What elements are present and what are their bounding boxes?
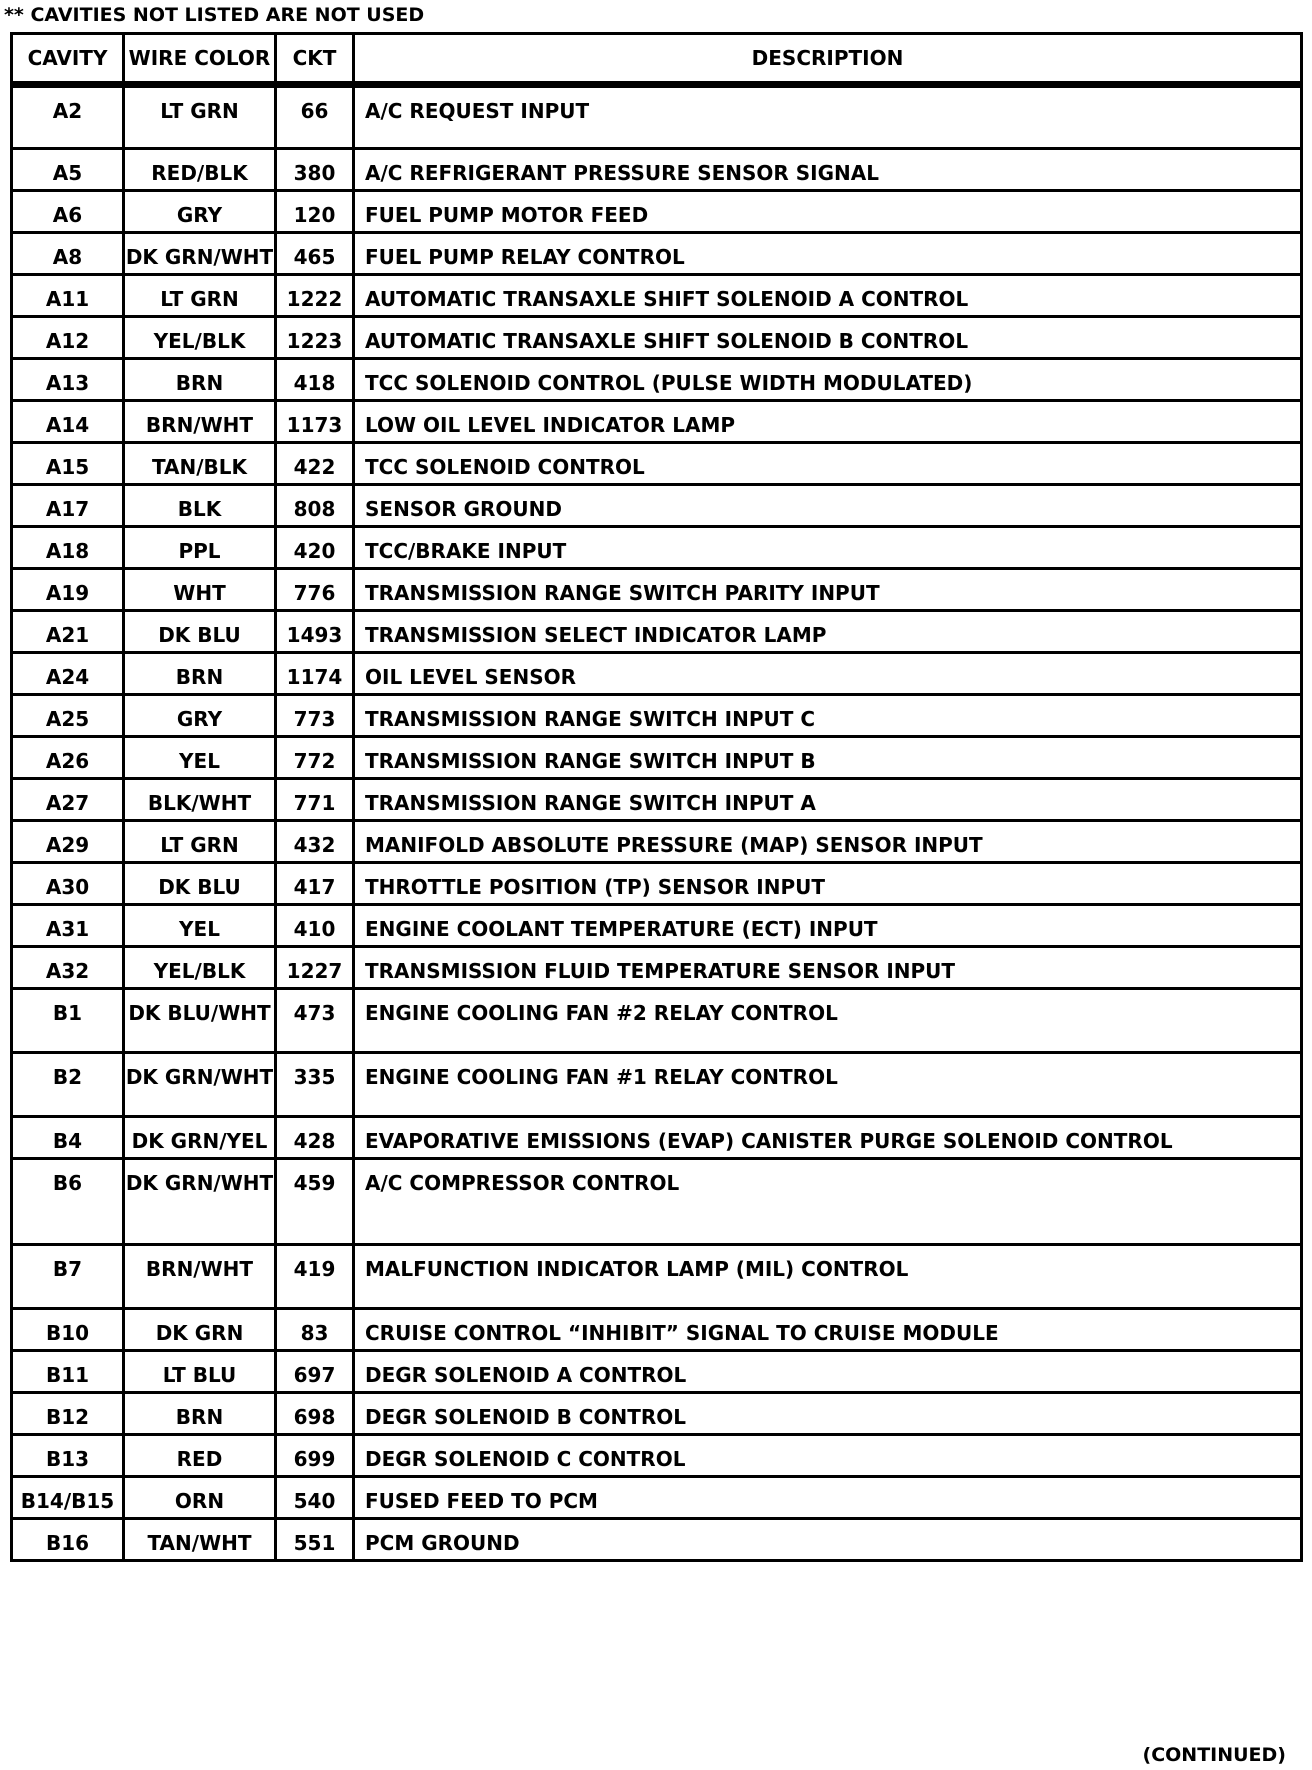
cavity-cell: A2 bbox=[12, 85, 124, 149]
wire-color-cell: PPL bbox=[124, 527, 276, 569]
wire-color-cell: BLK bbox=[124, 485, 276, 527]
table-row bbox=[12, 443, 1302, 485]
cavity-cell: A29 bbox=[12, 821, 124, 863]
description-cell: TCC/BRAKE INPUT bbox=[354, 527, 1302, 569]
ckt-cell: 1174 bbox=[276, 653, 354, 695]
wire-color-cell: BRN bbox=[124, 1393, 276, 1435]
cavity-cell: B13 bbox=[12, 1435, 124, 1477]
wire-color-cell: WHT bbox=[124, 569, 276, 611]
wire-color-cell: ORN bbox=[124, 1477, 276, 1519]
ckt-cell: 773 bbox=[276, 695, 354, 737]
wire-color-cell: TAN/BLK bbox=[124, 443, 276, 485]
cavity-cell: A5 bbox=[12, 149, 124, 191]
cavity-cell: B14/B15 bbox=[12, 1477, 124, 1519]
wire-color-cell: DK GRN/WHT bbox=[124, 1159, 276, 1245]
description-cell: FUEL PUMP MOTOR FEED bbox=[354, 191, 1302, 233]
ckt-cell: 428 bbox=[276, 1117, 354, 1159]
ckt-cell: 66 bbox=[276, 85, 354, 149]
description-cell: DEGR SOLENOID B CONTROL bbox=[354, 1393, 1302, 1435]
ckt-cell: 771 bbox=[276, 779, 354, 821]
table-row bbox=[12, 863, 1302, 905]
ckt-cell: 1173 bbox=[276, 401, 354, 443]
wire-color-cell: BRN bbox=[124, 653, 276, 695]
ckt-cell: 1223 bbox=[276, 317, 354, 359]
table-row bbox=[12, 1519, 1302, 1561]
description-cell: MALFUNCTION INDICATOR LAMP (MIL) CONTROL bbox=[354, 1245, 1302, 1309]
description-cell: FUSED FEED TO PCM bbox=[354, 1477, 1302, 1519]
table-row bbox=[12, 1477, 1302, 1519]
wire-color-cell: RED/BLK bbox=[124, 149, 276, 191]
wire-color-cell: YEL bbox=[124, 905, 276, 947]
wire-color-cell: DK GRN/WHT bbox=[124, 233, 276, 275]
description-cell: TRANSMISSION RANGE SWITCH INPUT A bbox=[354, 779, 1302, 821]
ckt-cell: 422 bbox=[276, 443, 354, 485]
description-cell: TRANSMISSION RANGE SWITCH INPUT C bbox=[354, 695, 1302, 737]
wire-color-cell: GRY bbox=[124, 191, 276, 233]
table-row bbox=[12, 569, 1302, 611]
wire-color-cell: GRY bbox=[124, 695, 276, 737]
description-cell: TRANSMISSION RANGE SWITCH INPUT B bbox=[354, 737, 1302, 779]
wire-color-cell: DK BLU bbox=[124, 611, 276, 653]
ckt-cell: 418 bbox=[276, 359, 354, 401]
table-row bbox=[12, 947, 1302, 989]
description-cell: TCC SOLENOID CONTROL (PULSE WIDTH MODULATED) bbox=[354, 359, 1302, 401]
description-cell: CRUISE CONTROL “INHIBIT” SIGNAL TO CRUISE MODULE bbox=[354, 1309, 1302, 1351]
description-cell: ENGINE COOLING FAN #2 RELAY CONTROL bbox=[354, 989, 1302, 1053]
ckt-cell: 419 bbox=[276, 1245, 354, 1309]
wire-color-cell: BRN/WHT bbox=[124, 401, 276, 443]
ckt-cell: 459 bbox=[276, 1159, 354, 1245]
cavity-cell: A21 bbox=[12, 611, 124, 653]
ckt-cell: 540 bbox=[276, 1477, 354, 1519]
ckt-cell: 410 bbox=[276, 905, 354, 947]
cavity-cell: B4 bbox=[12, 1117, 124, 1159]
description-cell: TRANSMISSION RANGE SWITCH PARITY INPUT bbox=[354, 569, 1302, 611]
ckt-cell: 417 bbox=[276, 863, 354, 905]
header-wire-color: WIRE COLOR bbox=[124, 34, 276, 85]
cavity-cell: A12 bbox=[12, 317, 124, 359]
table-row bbox=[12, 401, 1302, 443]
description-cell: A/C COMPRESSOR CONTROL bbox=[354, 1159, 1302, 1245]
table-row bbox=[12, 485, 1302, 527]
cavity-cell: A30 bbox=[12, 863, 124, 905]
ckt-cell: 473 bbox=[276, 989, 354, 1053]
wire-color-cell: LT BLU bbox=[124, 1351, 276, 1393]
wire-color-cell: LT GRN bbox=[124, 275, 276, 317]
description-cell: THROTTLE POSITION (TP) SENSOR INPUT bbox=[354, 863, 1302, 905]
wire-color-cell: BRN bbox=[124, 359, 276, 401]
description-cell: MANIFOLD ABSOLUTE PRESSURE (MAP) SENSOR INPUT bbox=[354, 821, 1302, 863]
ckt-cell: 776 bbox=[276, 569, 354, 611]
ckt-cell: 432 bbox=[276, 821, 354, 863]
description-cell: A/C REFRIGERANT PRESSURE SENSOR SIGNAL bbox=[354, 149, 1302, 191]
ckt-cell: 551 bbox=[276, 1519, 354, 1561]
description-cell: AUTOMATIC TRANSAXLE SHIFT SOLENOID A CONTROL bbox=[354, 275, 1302, 317]
wire-color-cell: DK GRN/WHT bbox=[124, 1053, 276, 1117]
table-row bbox=[12, 85, 1302, 149]
description-cell: FUEL PUMP RELAY CONTROL bbox=[354, 233, 1302, 275]
cavity-cell: A32 bbox=[12, 947, 124, 989]
wire-color-cell: DK BLU bbox=[124, 863, 276, 905]
wire-color-cell: LT GRN bbox=[124, 85, 276, 149]
description-cell: OIL LEVEL SENSOR bbox=[354, 653, 1302, 695]
cavity-cell: A24 bbox=[12, 653, 124, 695]
table-row bbox=[12, 1159, 1302, 1245]
wire-color-cell: YEL/BLK bbox=[124, 947, 276, 989]
table-row bbox=[12, 359, 1302, 401]
ckt-cell: 465 bbox=[276, 233, 354, 275]
unused-cavities-note: ** CAVITIES NOT LISTED ARE NOT USED bbox=[4, 4, 425, 26]
cavity-cell: B16 bbox=[12, 1519, 124, 1561]
description-cell: TRANSMISSION FLUID TEMPERATURE SENSOR INPUT bbox=[354, 947, 1302, 989]
description-cell: DEGR SOLENOID C CONTROL bbox=[354, 1435, 1302, 1477]
table-row bbox=[12, 1245, 1302, 1309]
wire-color-cell: LT GRN bbox=[124, 821, 276, 863]
cavity-cell: B2 bbox=[12, 1053, 124, 1117]
table-row bbox=[12, 653, 1302, 695]
table-row bbox=[12, 905, 1302, 947]
table-row bbox=[12, 1435, 1302, 1477]
wire-color-cell: DK GRN/YEL bbox=[124, 1117, 276, 1159]
ckt-cell: 83 bbox=[276, 1309, 354, 1351]
ckt-cell: 697 bbox=[276, 1351, 354, 1393]
table-row bbox=[12, 1393, 1302, 1435]
cavity-cell: A19 bbox=[12, 569, 124, 611]
cavity-cell: B7 bbox=[12, 1245, 124, 1309]
wire-color-cell: RED bbox=[124, 1435, 276, 1477]
cavity-cell: A17 bbox=[12, 485, 124, 527]
description-cell: AUTOMATIC TRANSAXLE SHIFT SOLENOID B CONTROL bbox=[354, 317, 1302, 359]
wire-color-cell: TAN/WHT bbox=[124, 1519, 276, 1561]
ckt-cell: 420 bbox=[276, 527, 354, 569]
table-row bbox=[12, 527, 1302, 569]
table-row bbox=[12, 821, 1302, 863]
header-cavity: CAVITY bbox=[12, 34, 124, 85]
continued-label: (CONTINUED) bbox=[1142, 1744, 1286, 1766]
cavity-cell: B6 bbox=[12, 1159, 124, 1245]
wire-color-cell: BRN/WHT bbox=[124, 1245, 276, 1309]
cavity-cell: A14 bbox=[12, 401, 124, 443]
ckt-cell: 772 bbox=[276, 737, 354, 779]
ckt-cell: 380 bbox=[276, 149, 354, 191]
table-row bbox=[12, 1351, 1302, 1393]
ckt-cell: 1493 bbox=[276, 611, 354, 653]
table-row bbox=[12, 695, 1302, 737]
ckt-cell: 335 bbox=[276, 1053, 354, 1117]
cavity-cell: B12 bbox=[12, 1393, 124, 1435]
description-cell: ENGINE COOLANT TEMPERATURE (ECT) INPUT bbox=[354, 905, 1302, 947]
table-row bbox=[12, 1309, 1302, 1351]
table-row bbox=[12, 317, 1302, 359]
table-header-row bbox=[12, 34, 1302, 85]
wire-color-cell: YEL bbox=[124, 737, 276, 779]
cavity-cell: B11 bbox=[12, 1351, 124, 1393]
description-cell: LOW OIL LEVEL INDICATOR LAMP bbox=[354, 401, 1302, 443]
ckt-cell: 1222 bbox=[276, 275, 354, 317]
table-row bbox=[12, 233, 1302, 275]
cavity-cell: A8 bbox=[12, 233, 124, 275]
connector-pinout-table bbox=[10, 32, 1303, 1562]
cavity-cell: B1 bbox=[12, 989, 124, 1053]
ckt-cell: 808 bbox=[276, 485, 354, 527]
ckt-cell: 699 bbox=[276, 1435, 354, 1477]
cavity-cell: A27 bbox=[12, 779, 124, 821]
header-ckt: CKT bbox=[276, 34, 354, 85]
cavity-cell: A11 bbox=[12, 275, 124, 317]
table-row bbox=[12, 1117, 1302, 1159]
table-row bbox=[12, 1053, 1302, 1117]
description-cell: TRANSMISSION SELECT INDICATOR LAMP bbox=[354, 611, 1302, 653]
cavity-cell: B10 bbox=[12, 1309, 124, 1351]
wire-color-cell: BLK/WHT bbox=[124, 779, 276, 821]
table-row bbox=[12, 275, 1302, 317]
description-cell: DEGR SOLENOID A CONTROL bbox=[354, 1351, 1302, 1393]
ckt-cell: 1227 bbox=[276, 947, 354, 989]
ckt-cell: 698 bbox=[276, 1393, 354, 1435]
description-cell: A/C REQUEST INPUT bbox=[354, 85, 1302, 149]
cavity-cell: A31 bbox=[12, 905, 124, 947]
ckt-cell: 120 bbox=[276, 191, 354, 233]
table-row bbox=[12, 989, 1302, 1053]
wire-color-cell: YEL/BLK bbox=[124, 317, 276, 359]
cavity-cell: A18 bbox=[12, 527, 124, 569]
cavity-cell: A26 bbox=[12, 737, 124, 779]
table-row bbox=[12, 779, 1302, 821]
cavity-cell: A15 bbox=[12, 443, 124, 485]
cavity-cell: A6 bbox=[12, 191, 124, 233]
wire-color-cell: DK GRN bbox=[124, 1309, 276, 1351]
cavity-cell: A25 bbox=[12, 695, 124, 737]
wire-color-cell: DK BLU/WHT bbox=[124, 989, 276, 1053]
description-cell: SENSOR GROUND bbox=[354, 485, 1302, 527]
table-row bbox=[12, 191, 1302, 233]
description-cell: ENGINE COOLING FAN #1 RELAY CONTROL bbox=[354, 1053, 1302, 1117]
description-cell: EVAPORATIVE EMISSIONS (EVAP) CANISTER PURGE SOLENOID CONTROL bbox=[354, 1117, 1302, 1159]
description-cell: TCC SOLENOID CONTROL bbox=[354, 443, 1302, 485]
table-row bbox=[12, 611, 1302, 653]
header-description: DESCRIPTION bbox=[354, 34, 1302, 85]
table-row bbox=[12, 149, 1302, 191]
table-row bbox=[12, 737, 1302, 779]
cavity-cell: A13 bbox=[12, 359, 124, 401]
description-cell: PCM GROUND bbox=[354, 1519, 1302, 1561]
